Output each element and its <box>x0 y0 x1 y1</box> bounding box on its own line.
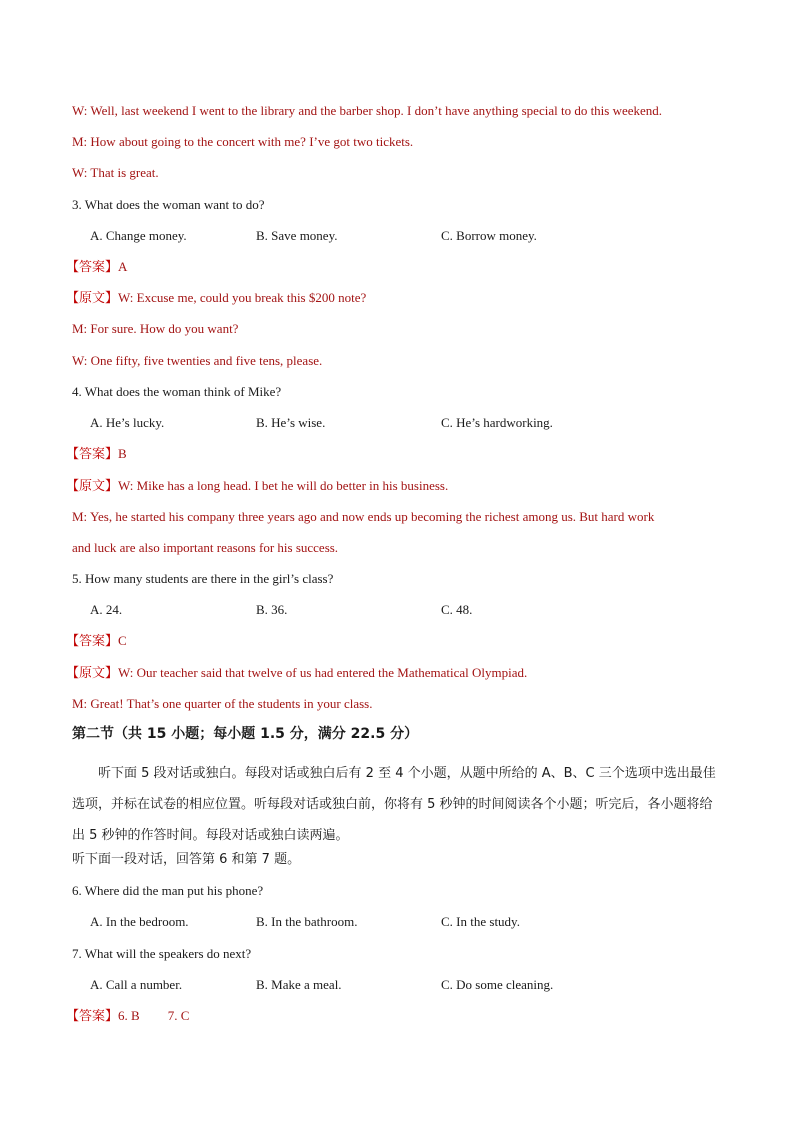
dialogue-line: M: Yes, he started his company three years ago and now ends up becoming the richest among us. But hard work <box>72 509 655 524</box>
question-5: 5. How many students are there in the girl’s class? <box>72 571 334 586</box>
option-b: B. In the bathroom. <box>256 914 358 929</box>
option-a: A. 24. <box>90 602 123 617</box>
source-text: W: Mike has a long head. I bet he will do better in his business. <box>118 478 449 493</box>
section-instructions: 听下面 5 段对话或独白。每段对话或独白后有 2 至 4 个小题，从题中所给的 A、B、C 三个选项中选出最佳选项，并标在试卷的相应位置。听每段对话或独白前，你将有 5 秒钟的时间阅读各个小题；听完后，各小题将给出 5 秒钟的作答时间。每段对话或独白读两遍。 <box>72 766 716 843</box>
option-b: B. 36. <box>256 602 288 617</box>
option-b: B. Save money. <box>256 228 338 243</box>
source-4 <box>66 478 448 495</box>
question-7: 7. What will the speakers do next? <box>72 946 252 961</box>
option-a: A. He’s lucky. <box>90 415 165 430</box>
answer-value: A <box>118 259 128 274</box>
answer-value: 6. B <box>118 1008 140 1023</box>
answer-6-7 <box>66 1008 189 1025</box>
option-b: B. Make a meal. <box>256 977 342 992</box>
option-c: C. Do some cleaning. <box>441 977 554 992</box>
option-a: A. Call a number. <box>90 977 183 992</box>
question-4: 4. What does the woman think of Mike? <box>72 384 282 399</box>
source-3 <box>66 290 366 307</box>
answer-tag: 【答案】 <box>66 447 119 462</box>
answer-tag: 【答案】 <box>66 1009 119 1024</box>
option-c: C. In the study. <box>441 914 520 929</box>
dialogue-line: and luck are also important reasons for his success. <box>72 540 339 555</box>
dialogue-line: M: How about going to the concert with me? I’ve got two tickets. <box>72 134 414 149</box>
option-c: C. 48. <box>441 602 473 617</box>
dialogue-line: W: That is great. <box>72 165 159 180</box>
source-tag: 【原文】 <box>66 291 119 306</box>
dialogue-line: M: For sure. How do you want? <box>72 321 239 336</box>
dialogue-line: W: One fifty, five twenties and five tens, please. <box>72 353 323 368</box>
answer-4 <box>66 446 127 463</box>
answer-value: B <box>118 446 127 461</box>
dialogue-line: W: Well, last weekend I went to the library and the barber shop. I don’t have anything special to do this weekend. <box>72 103 663 118</box>
section-heading: 第二节（共 15 小题；每小题 1.5 分，满分 22.5 分） <box>72 726 419 742</box>
answer-tag: 【答案】 <box>66 260 119 275</box>
question-6: 6. Where did the man put his phone? <box>72 883 264 898</box>
answer-5 <box>66 633 127 650</box>
answer-tag: 【答案】 <box>66 634 119 649</box>
source-tag: 【原文】 <box>66 666 119 681</box>
answer-3 <box>66 259 127 276</box>
source-text: W: Excuse me, could you break this $200 note? <box>118 290 367 305</box>
option-a: A. Change money. <box>90 228 187 243</box>
option-a: A. In the bedroom. <box>90 914 189 929</box>
listening-intro: 听下面一段对话，回答第 6 和第 7 题。 <box>72 852 301 867</box>
source-tag: 【原文】 <box>66 479 119 494</box>
answer-value: 7. C <box>167 1008 190 1023</box>
dialogue-line: M: Great! That’s one quarter of the students in your class. <box>72 696 373 711</box>
option-c: C. Borrow money. <box>441 228 537 243</box>
option-b: B. He’s wise. <box>256 415 326 430</box>
question-3: 3. What does the woman want to do? <box>72 197 265 212</box>
source-5 <box>66 665 527 682</box>
option-c: C. He’s hardworking. <box>441 415 553 430</box>
source-text: W: Our teacher said that twelve of us had entered the Mathematical Olympiad. <box>118 665 528 680</box>
answer-value: C <box>118 633 127 648</box>
